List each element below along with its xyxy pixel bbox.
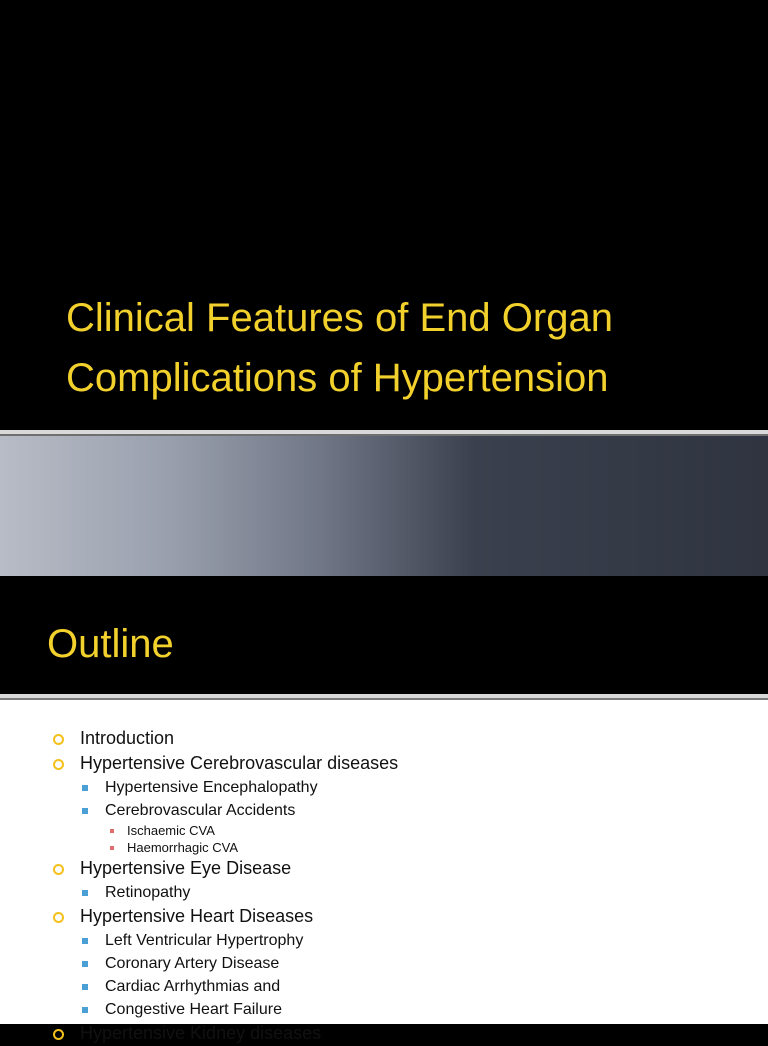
outline-item-text: Coronary Artery Disease [105, 955, 280, 972]
square-bullet-icon [82, 1007, 88, 1013]
square-bullet-icon [82, 808, 88, 814]
outline-list [0, 726, 768, 1046]
outline-item-level-3 [0, 839, 768, 856]
outline-item-level-3 [0, 822, 768, 839]
outline-item-text: Hypertensive Kidney diseases [80, 1023, 322, 1043]
outline-item-text: Hypertensive Heart Diseases [80, 906, 314, 926]
outline-item-text: Haemorrhagic CVA [127, 840, 239, 855]
slide-title-line-2: Complications of Hypertension [66, 356, 609, 400]
outline-item-level-2 [0, 998, 768, 1021]
outline-slide [0, 576, 768, 1043]
outline-item-level-1 [0, 726, 768, 751]
circle-bullet-icon [53, 759, 64, 770]
outline-item-text: Congestive Heart Failure [105, 1001, 282, 1018]
outline-item-level-1 [0, 856, 768, 881]
outline-item-level-2 [0, 799, 768, 822]
gradient-band [0, 436, 768, 576]
outline-item-text: Hypertensive Eye Disease [80, 858, 292, 878]
outline-item-level-2 [0, 975, 768, 998]
outline-item-text: Cerebrovascular Accidents [105, 802, 296, 819]
outline-body [0, 700, 768, 1043]
slide-title [66, 288, 756, 408]
outline-item-level-1 [0, 904, 768, 929]
outline-item-text: Left Ventricular Hypertrophy [105, 932, 304, 949]
outline-item-text: Retinopathy [105, 884, 191, 901]
circle-bullet-icon [53, 912, 64, 923]
outline-title: Outline [47, 622, 174, 666]
square-bullet-icon [82, 785, 88, 791]
square-bullet-icon [82, 938, 88, 944]
outline-item-level-2 [0, 929, 768, 952]
outline-item-text: Hypertensive Cerebrovascular diseases [80, 753, 399, 773]
outline-item-text: Cardiac Arrhythmias and [105, 978, 281, 995]
outline-item-level-2 [0, 776, 768, 799]
outline-item-level-2 [0, 952, 768, 975]
outline-item-text: Ischaemic CVA [127, 823, 215, 838]
circle-bullet-icon [53, 1029, 64, 1040]
square-bullet-icon [82, 961, 88, 967]
outline-item-level-1 [0, 751, 768, 776]
outline-item-text: Introduction [80, 728, 175, 748]
outline-item-level-1 [0, 1021, 768, 1046]
square-bullet-icon [82, 890, 88, 896]
circle-bullet-icon [53, 864, 64, 875]
square-bullet-icon [110, 829, 114, 833]
slide-title-line-1: Clinical Features of End Organ [66, 296, 613, 340]
outline-item-text: Hypertensive Encephalopathy [105, 779, 318, 796]
circle-bullet-icon [53, 734, 64, 745]
square-bullet-icon [82, 984, 88, 990]
outline-item-level-2 [0, 881, 768, 904]
square-bullet-icon [110, 846, 114, 850]
